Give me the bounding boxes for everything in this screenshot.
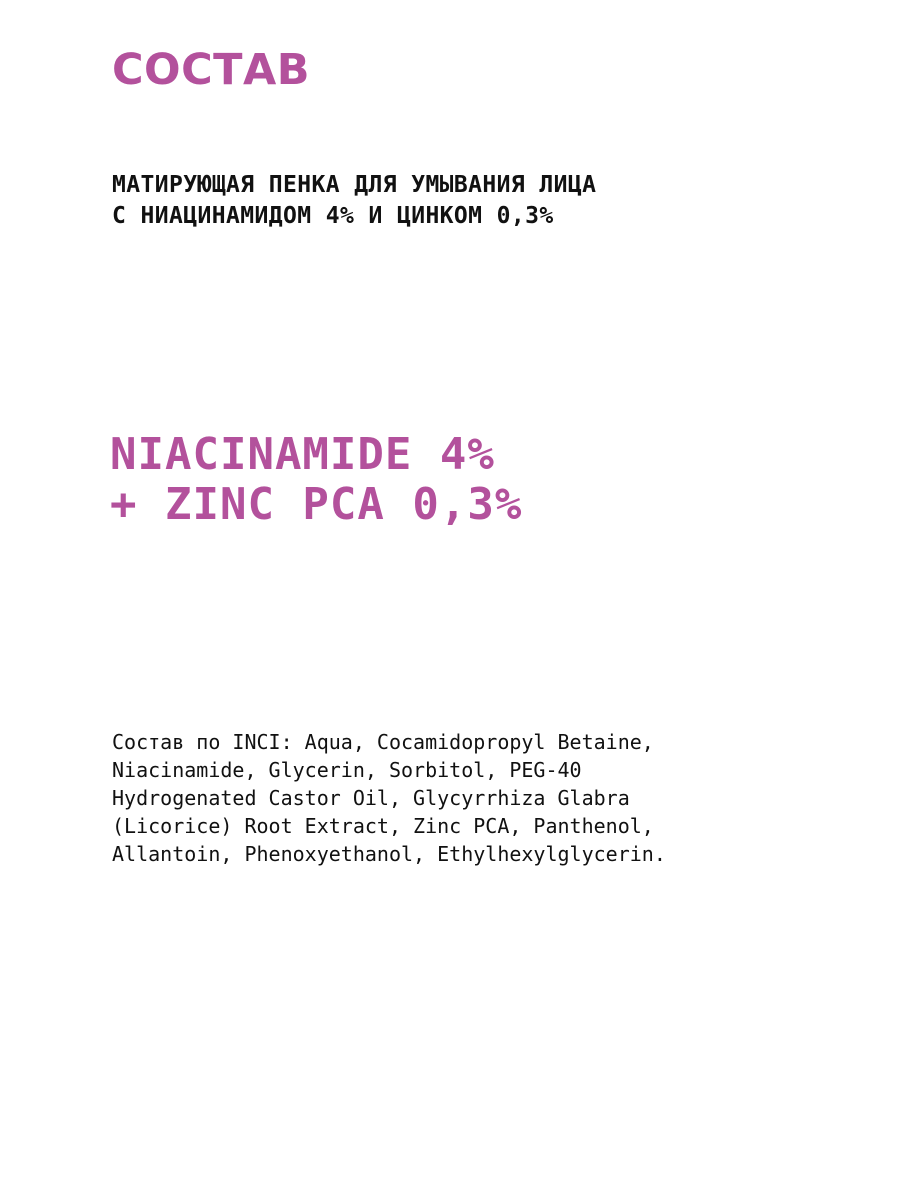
inci-line-2: Niacinamide, Glycerin, Sorbitol, PEG-40 [112,758,582,782]
inci-line-4: (Licorice) Root Extract, Zinc PCA, Panthenol, [112,814,654,838]
inci-line-1: Состав по INCI: Aqua, Cocamidopropyl Betaine, [112,730,654,754]
inci-line-5: Allantoin, Phenoxyethanol, Ethylhexylglycerin. [112,842,666,866]
product-name-line-2: С НИАЦИНАМИДОМ 4% И ЦИНКОМ 0,3% [112,203,554,229]
product-name-line-1: МАТИРУЮЩАЯ ПЕНКА ДЛЯ УМЫВАНИЯ ЛИЦА [112,172,597,198]
active-ingredients-line-1: NIACINAMIDE 4% [110,429,495,480]
page-title: СОСТАВ [112,45,311,95]
product-name [112,170,596,232]
inci-line-3: Hydrogenated Castor Oil, Glycyrrhiza Glabra [112,786,630,810]
active-ingredients-line-2: + ZINC PCA 0,3% [110,479,523,530]
active-ingredients [110,430,522,530]
inci-ingredient-list [112,728,666,868]
